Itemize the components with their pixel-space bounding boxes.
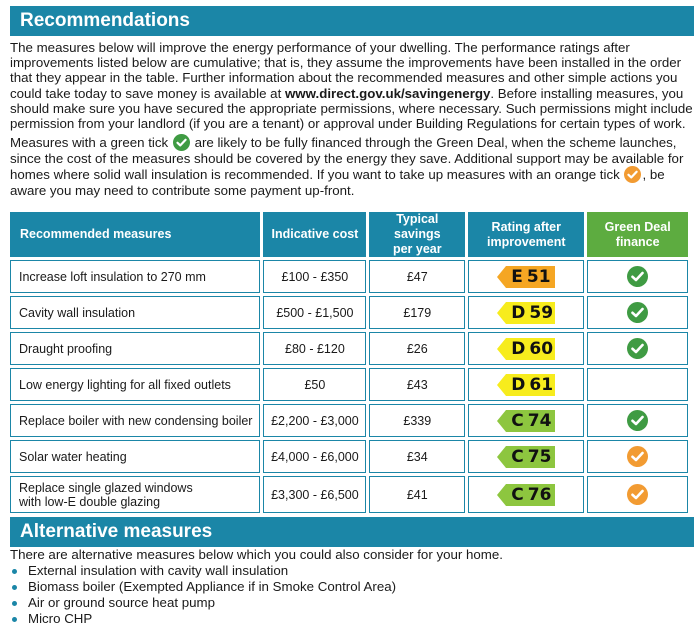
- savings-cell: £41: [369, 476, 465, 513]
- measure-name: Replace single glazed windows: [19, 480, 193, 495]
- green-tick-icon: [627, 338, 648, 359]
- recommendations-intro-paragraph: [10, 40, 694, 131]
- list-item: [10, 563, 396, 579]
- savings-cell: £43: [369, 368, 465, 401]
- table-row: [10, 404, 688, 437]
- green-deal-cell: [587, 404, 688, 437]
- rating-cell: [468, 404, 584, 437]
- bullet-icon: [12, 601, 17, 606]
- table-row: [10, 296, 688, 329]
- intro-text-part-2: . Before installing measures, you should make sure you have secured the appropriate permissions, where necessary. Such permissions might include permission from your landlord (if you are a tenant) or approval under Building Regulations for certain types of work.: [10, 85, 693, 132]
- green-tick-icon: [627, 410, 648, 431]
- alternative-measures-intro: There are alternative measures below which you could also consider for your home.: [10, 547, 503, 562]
- rating-badge: [497, 266, 555, 288]
- rating-cell: [468, 440, 584, 473]
- recommended-measures-table: [7, 209, 691, 516]
- green-deal-cell: [587, 476, 688, 513]
- rating-score: 59: [529, 302, 554, 323]
- rating-badge: [497, 374, 555, 396]
- rating-band-letter: C: [511, 446, 524, 467]
- rating-badge: [497, 302, 555, 324]
- measure-cell: [10, 440, 260, 473]
- rating-cell: [468, 476, 584, 513]
- rating-cell: [468, 296, 584, 329]
- table-header-row: [10, 212, 688, 257]
- list-item: [10, 611, 396, 627]
- table-row: [10, 476, 688, 513]
- alternative-measure-text: Air or ground source heat pump: [28, 595, 216, 610]
- recommendations-heading: Recommendations: [10, 6, 694, 36]
- green-tick-icon: [173, 134, 190, 151]
- header-recommended-measures: Recommended measures: [10, 212, 260, 257]
- intro-text-part-1: The measures below will improve the energy performance of your dwelling. The performance ratings after improvements listed below are cumulative; that is, they assume the improvements have been installed in the order that they appear in the table. Further information about the recommended measures and other simple actions you could take today to save money is available at: [10, 40, 682, 101]
- green-deal-cell: [587, 332, 688, 365]
- measure-cell: [10, 476, 260, 513]
- rating-score: 61: [529, 374, 554, 395]
- rating-band-letter: C: [511, 484, 524, 505]
- savings-cell: £339: [369, 404, 465, 437]
- orange-tick-icon: [627, 446, 648, 467]
- table-row: [10, 368, 688, 401]
- green-deal-cell: [587, 440, 688, 473]
- measure-cell: [10, 368, 260, 401]
- rating-cell: [468, 260, 584, 293]
- cost-cell: £3,300 - £6,500: [263, 476, 366, 513]
- header-gd-line1: Green Deal: [604, 219, 671, 234]
- measure-name: Cavity wall insulation: [19, 305, 136, 320]
- green-tick-icon: [627, 266, 648, 287]
- green-tick-icon: [627, 302, 648, 323]
- rating-cell: [468, 332, 584, 365]
- rating-band-letter: C: [511, 410, 524, 431]
- rating-score: 74: [527, 410, 552, 431]
- measure-name-line2: with low-E double glazing: [19, 494, 161, 509]
- savings-cell: £179: [369, 296, 465, 329]
- green-deal-explanation-paragraph: [10, 134, 694, 198]
- header-rating-line1: Rating after: [491, 219, 561, 234]
- cost-cell: £4,000 - £6,000: [263, 440, 366, 473]
- table-row: [10, 260, 688, 293]
- cost-cell: £100 - £350: [263, 260, 366, 293]
- alternative-measure-text: Biomass boiler (Exempted Appliance if in Smoke Control Area): [28, 579, 397, 594]
- list-item: [10, 595, 396, 611]
- measure-name: Low energy lighting for all fixed outlets: [19, 377, 231, 392]
- rating-band-letter: D: [511, 302, 526, 323]
- rating-score: 76: [527, 484, 552, 505]
- alternative-measure-text: External insulation with cavity wall insulation: [28, 563, 289, 578]
- measure-cell: [10, 296, 260, 329]
- cost-cell: £50: [263, 368, 366, 401]
- alternative-measures-list: [10, 563, 396, 627]
- orange-tick-icon: [627, 484, 648, 505]
- cost-cell: £80 - £120: [263, 332, 366, 365]
- savings-cell: £34: [369, 440, 465, 473]
- header-gd-line2: finance: [615, 234, 660, 249]
- green-deal-cell: [587, 368, 688, 401]
- rating-band-letter: D: [511, 374, 526, 395]
- measure-cell: [10, 404, 260, 437]
- header-savings-line2: per year: [392, 242, 442, 256]
- rating-score: 51: [526, 266, 551, 287]
- measure-name: Increase loft insulation to 270 mm: [19, 269, 206, 284]
- table-row: [10, 332, 688, 365]
- measure-name: Solar water heating: [19, 449, 127, 464]
- savings-cell: £26: [369, 332, 465, 365]
- cost-cell: £500 - £1,500: [263, 296, 366, 329]
- rating-score: 60: [529, 338, 554, 359]
- rating-badge: [497, 484, 555, 506]
- header-savings-line1: Typical savings: [394, 212, 441, 241]
- rating-band-letter: E: [511, 266, 523, 287]
- bullet-icon: [12, 585, 17, 590]
- explanation-text-part-2: are likely to be fully financed through the Green Deal, when the scheme launches, since the cost of the measures should be covered by the energy they save. Additional support may be available for homes where solid wall insulation is recommended. If you want to take up measures with an orange tick: [10, 135, 684, 183]
- table-row: [10, 440, 688, 473]
- rating-badge: [497, 446, 555, 468]
- cost-cell: £2,200 - £3,000: [263, 404, 366, 437]
- bullet-icon: [12, 617, 17, 622]
- alternative-measures-heading: Alternative measures: [10, 517, 694, 547]
- rating-band-letter: D: [511, 338, 526, 359]
- savings-cell: £47: [369, 260, 465, 293]
- header-rating-line2: improvement: [487, 234, 566, 249]
- bullet-icon: [12, 569, 17, 574]
- header-green-deal-finance: [587, 212, 688, 257]
- orange-tick-icon: [624, 166, 641, 183]
- header-rating-after: [468, 212, 584, 257]
- measure-cell: [10, 332, 260, 365]
- explanation-text-part-3: , be aware you may need to contribute some payment up-front.: [10, 167, 665, 199]
- green-deal-cell: [587, 260, 688, 293]
- green-deal-cell: [587, 296, 688, 329]
- measure-name: Draught proofing: [19, 341, 113, 356]
- list-item: [10, 579, 396, 595]
- measure-cell: [10, 260, 260, 293]
- rating-badge: [497, 410, 555, 432]
- header-indicative-cost: Indicative cost: [263, 212, 366, 257]
- saving-energy-link[interactable]: www.direct.gov.uk/savingenergy: [284, 85, 491, 101]
- rating-cell: [468, 368, 584, 401]
- header-typical-savings: [369, 212, 465, 257]
- alternative-measure-text: Micro CHP: [28, 611, 93, 626]
- rating-score: 75: [527, 446, 552, 467]
- explanation-text-part-1: Measures with a green tick: [10, 135, 169, 150]
- measure-name: Replace boiler with new condensing boiler: [19, 413, 253, 428]
- rating-badge: [497, 338, 555, 360]
